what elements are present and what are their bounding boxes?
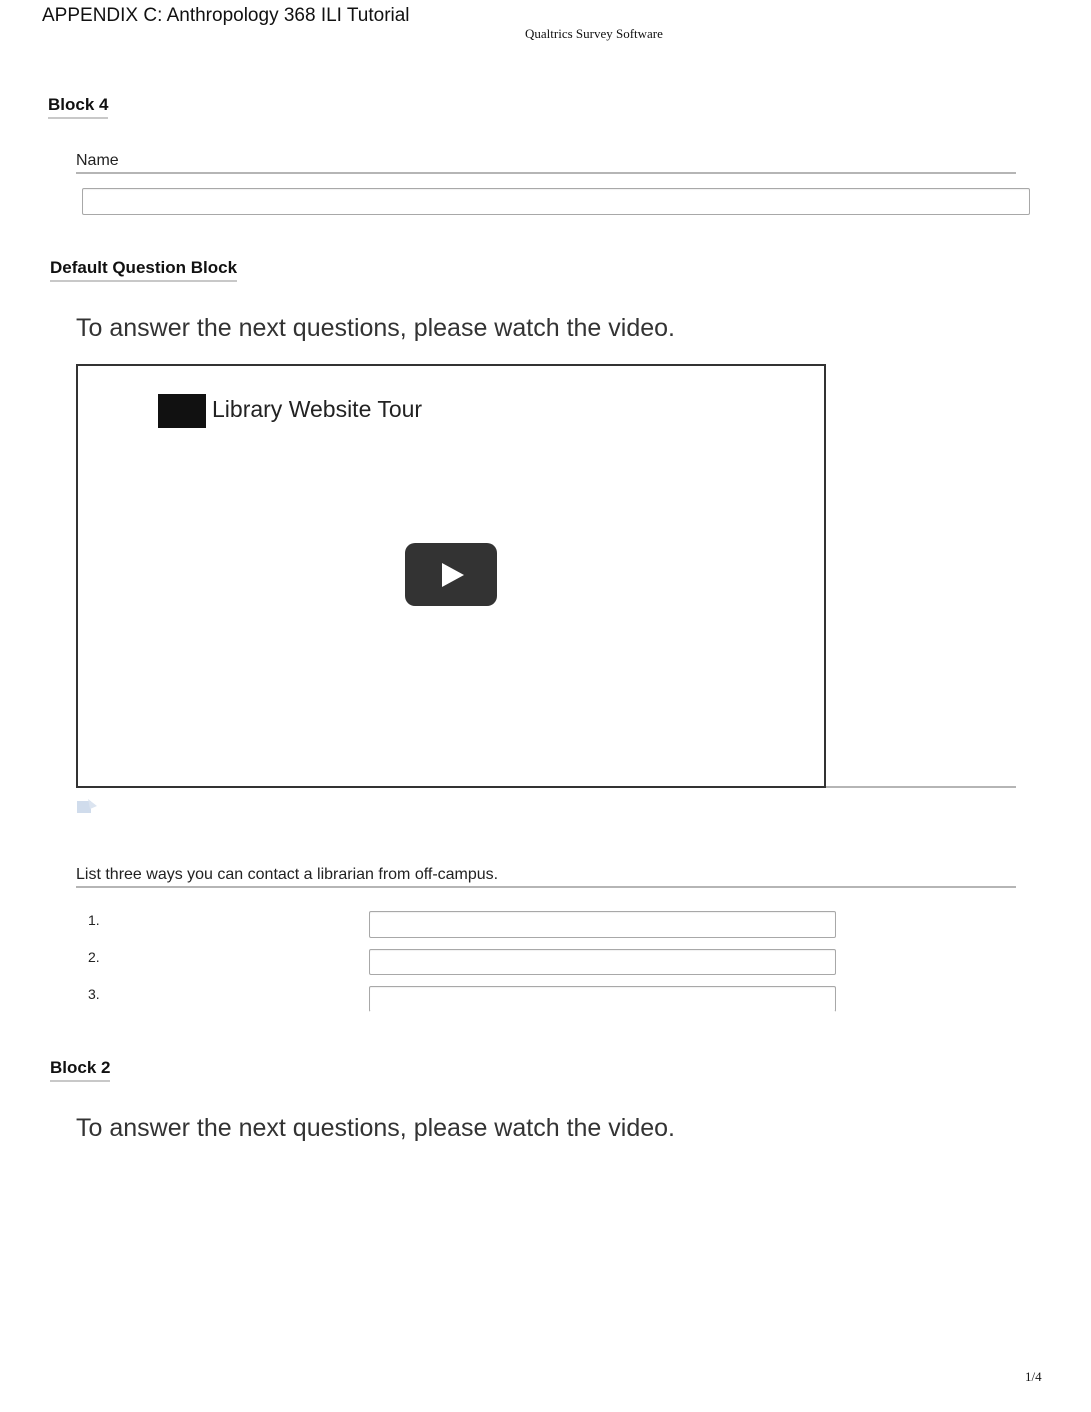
contact-input-1[interactable] (369, 911, 836, 938)
pencil-icon (76, 797, 98, 815)
video-title[interactable]: Library Website Tour (212, 396, 423, 422)
contact-input-2[interactable] (369, 949, 836, 975)
play-button[interactable] (405, 543, 497, 606)
video-player[interactable] (76, 364, 826, 788)
channel-logo-icon (158, 394, 206, 428)
video-instruction-text: To answer the next questions, please watch the video. (76, 314, 675, 342)
video-divider (826, 786, 1016, 788)
name-divider (76, 172, 1016, 174)
contact-input-3[interactable] (369, 986, 836, 1012)
contact-question-prompt: List three ways you can contact a librarian from off-campus. (76, 866, 499, 883)
page-number: 1/4 (1025, 1369, 1042, 1384)
play-icon (442, 563, 464, 587)
list-number-1: 1. (88, 912, 100, 928)
block-4-heading: Block 4 (48, 95, 108, 119)
software-name: Qualtrics Survey Software (525, 26, 663, 41)
block-2-instruction-text: To answer the next questions, please watch the video. (76, 1114, 675, 1142)
default-question-block-heading: Default Question Block (50, 258, 237, 282)
question-divider (76, 886, 1016, 888)
name-label: Name (76, 152, 119, 169)
list-number-2: 2. (88, 949, 100, 965)
name-input[interactable] (82, 188, 1030, 215)
list-number-3: 3. (88, 986, 100, 1002)
block-2-heading: Block 2 (50, 1058, 110, 1082)
appendix-title: APPENDIX C: Anthropology 368 ILI Tutorial (42, 5, 410, 26)
